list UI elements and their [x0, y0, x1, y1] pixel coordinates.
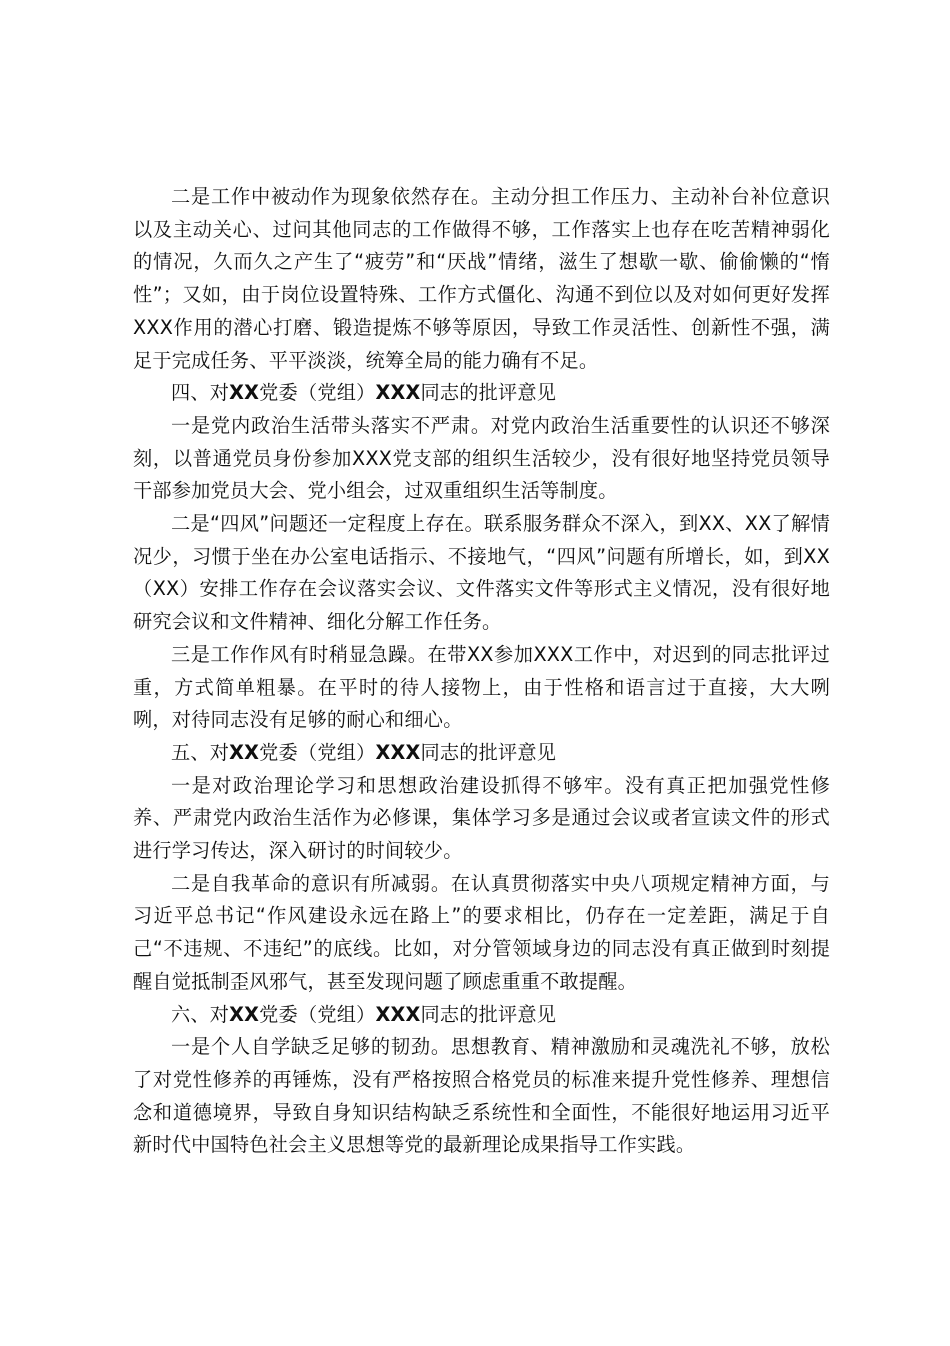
paragraph: 一是党内政治生活带头落实不严肃。对党内政治生活重要性的认识还不够深刻，以普通党员身份参加XXX党支部的组织生活较少，没有很好地坚持党员领导干部参加党员大会、党小组会，过双重组织生活等制度。 [133, 413, 830, 503]
section-heading-5 [133, 737, 830, 770]
document-body [133, 181, 830, 1162]
heading-person-code: XXX [375, 740, 421, 764]
paragraph: 三是工作作风有时稍显急躁。在带XX参加XXX工作中，对迟到的同志批评过重，方式简单粗暴。在平时的待人接物上，由于性格和语言过于直接，大大咧咧，对待同志没有足够的耐心和细心。 [133, 642, 830, 732]
heading-suffix: 同志的批评意见 [420, 740, 557, 764]
heading-org-code: XX [229, 381, 260, 405]
heading-prefix: 六、对 [171, 1002, 230, 1026]
heading-suffix: 同志的批评意见 [420, 381, 557, 405]
heading-org: 党委（党组） [259, 1002, 376, 1026]
paragraph: 二是自我革命的意识有所减弱。在认真贯彻落实中央八项规定精神方面，与习近平总书记“作风建设永远在路上”的要求相比，仍存在一定差距，满足于自己“不违规、不违纪”的底线。比如，对分管领域身边的同志没有真正做到时刻提醒自觉抵制歪风邪气，甚至发现问题了顾虑重重不敢提醒。 [133, 871, 830, 993]
heading-org-code: XX [229, 740, 260, 764]
paragraph: 二是工作中被动作为现象依然存在。主动分担工作压力、主动补台补位意识以及主动关心、过问其他同志的工作做得不够，工作落实上也存在吃苦精神弱化的情况，久而久之产生了“疲劳”和“厌战”情绪，滋生了想歇一歇、偷偷懒的“惰性”；又如，由于岗位设置特殊、工作方式僵化、沟通不到位以及对如何更好发挥XXX作用的潜心打磨、锻造提炼不够等原因，导致工作灵活性、创新性不强，满足于完成任务、平平淡淡，统筹全局的能力确有不足。 [133, 185, 830, 372]
heading-suffix: 同志的批评意见 [420, 1002, 557, 1026]
heading-org: 党委（党组） [259, 381, 376, 405]
heading-org: 党委（党组） [259, 740, 376, 764]
heading-prefix: 五、对 [171, 740, 230, 764]
section-heading-6 [133, 999, 830, 1032]
paragraph: 二是“四风”问题还一定程度上存在。联系服务群众不深入，到XX、XX了解情况少，习惯于坐在办公室电话指示、不接地气，“四风”问题有所增长，如，到XX（XX）安排工作存在会议落实会议、文件落实文件等形式主义情况，没有很好地研究会议和文件精神、细化分解工作任务。 [133, 512, 830, 634]
paragraph: 一是个人自学缺乏足够的韧劲。思想教育、精神激励和灵魂洗礼不够，放松了对党性修养的再锤炼，没有严格按照合格党员的标准来提升党性修养、理想信念和道德境界，导致自身知识结构缺乏系统性和全面性，不能很好地运用习近平新时代中国特色社会主义思想等党的最新理论成果指导工作实践。 [133, 1035, 830, 1157]
heading-person-code: XXX [375, 1002, 421, 1026]
heading-prefix: 四、对 [171, 381, 230, 405]
paragraph: 一是对政治理论学习和思想政治建设抓得不够牢。没有真正把加强党性修养、严肃党内政治生活作为必修课，集体学习多是通过会议或者宣读文件的形式进行学习传达，深入研讨的时间较少。 [133, 773, 830, 863]
heading-person-code: XXX [375, 381, 421, 405]
heading-org-code: XX [229, 1002, 260, 1026]
section-heading-4 [133, 377, 830, 410]
